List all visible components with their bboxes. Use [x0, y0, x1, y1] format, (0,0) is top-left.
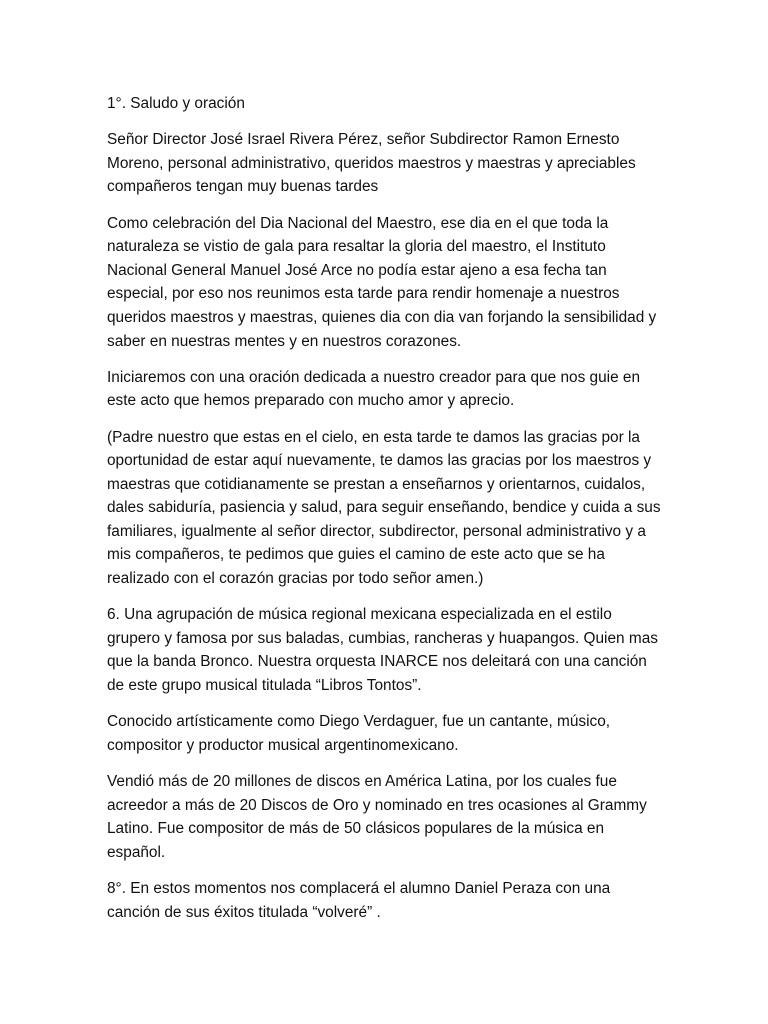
paragraph-diego-verdaguer: Conocido artísticamente como Diego Verdaguer, fue un cantante, músico, compositor y productor musical argentinomexicano.	[107, 713, 611, 754]
paragraph-prayer: (Padre nuestro que estas en el cielo, en esta tarde te damos las gracias por la oportunidad de estar aquí nuevamente, te damos las gracias por los maestros y maestras que cotidianamente se prestan a enseñarnos y orientarnos, cuidalos, dales sabiduría, pasiencia y salud, para seguir enseñando, bendice y cuida a sus familiares, igualmente al señor director, subdirector, personal administrativo y a mis compañeros, te pedimos que guies el camino de este acto que se ha realizado con el corazón gracias por todo señor amen.)	[107, 428, 661, 588]
document-body	[107, 92, 663, 937]
paragraph-celebration: Como celebración del Dia Nacional del Maestro, ese dia en el que toda la naturaleza se vistio de gala para resaltar la gloria del maestro, el Instituto Nacional General Manuel José Arce no podía estar ajeno a esa fecha tan especial, por eso nos reunimos esta tarde para rendir homenaje a nuestros queridos maestros y maestras, quienes dia con dia van forjando la sensibilidad y saber en nuestras mentes y en nuestros corazones.	[107, 214, 657, 350]
paragraph-section-1-heading: 1°. Saludo y oración	[107, 95, 245, 112]
paragraph-prayer-intro: Iniciaremos con una oración dedicada a nuestro creador para que nos guie en este acto que hemos preparado con mucho amor y aprecio.	[107, 368, 641, 410]
paragraph-record-sales: Vendió más de 20 millones de discos en América Latina, por los cuales fue acreedor a más de 20 Discos de Oro y nominado en tres ocasiones al Grammy Latino. Fue compositor de más de 50 clásicos populares de la música en español.	[107, 773, 647, 861]
paragraph-section-8-daniel-peraza: 8°. En estos momentos nos complacerá el alumno Daniel Peraza con una canción de sus éxitos titulada “volveré” .	[107, 879, 611, 921]
paragraph-greeting: Señor Director José Israel Rivera Pérez, señor Subdirector Ramon Ernesto Moreno, personal administrativo, queridos maestros y maestras y apreciables compañeros tengan muy buenas tardes	[107, 131, 636, 196]
paragraph-section-6-bronco: 6. Una agrupación de música regional mexicana especializada en el estilo grupero y famosa por sus baladas, cumbias, rancheras y huapangos. Quien mas que la banda Bronco. Nuestra orquesta INARCE nos deleitará con una canción de este grupo musical titulada “Libros Tontos”.	[107, 606, 658, 695]
